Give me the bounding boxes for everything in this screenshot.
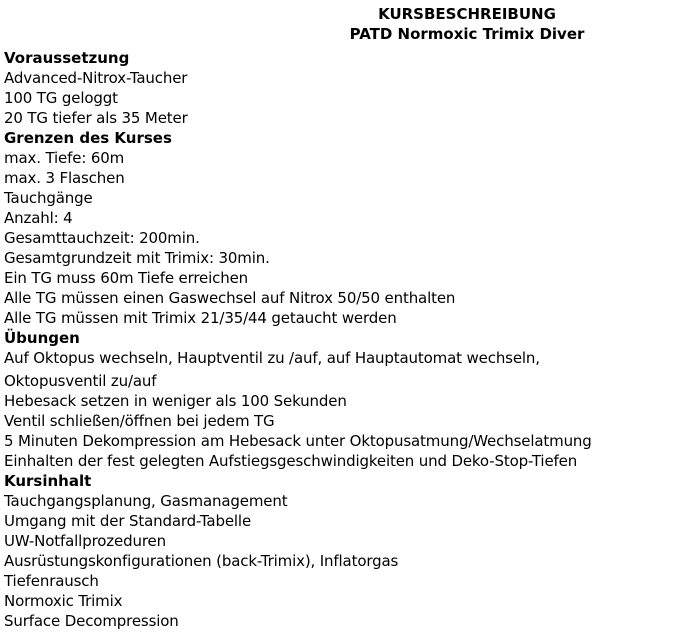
course-name: PATD Normoxic Trimix Diver xyxy=(349,25,585,43)
list-item: Gesamttauchzeit: 200min. xyxy=(4,229,200,247)
section-heading: Kursinhalt xyxy=(4,472,92,490)
section-heading: Übungen xyxy=(4,329,80,347)
section-heading: Voraussetzung xyxy=(4,49,130,67)
list-item: Ein TG muss 60m Tiefe erreichen xyxy=(4,269,249,287)
list-item: 5 Minuten Dekompression am Hebesack unter Oktopusatmung/Wechselatmung xyxy=(4,432,592,450)
list-item: Alle TG müssen einen Gaswechsel auf Nitrox 50/50 enthalten xyxy=(4,289,456,307)
list-item: Alle TG müssen mit Trimix 21/35/44 getaucht werden xyxy=(4,309,397,327)
list-item: Tiefenrausch xyxy=(4,572,99,590)
list-item: Ventil schließen/öffnen bei jedem TG xyxy=(4,412,275,430)
section-heading: Grenzen des Kurses xyxy=(4,129,172,147)
document-header xyxy=(0,4,675,44)
list-item: Surface Decompression xyxy=(4,612,179,630)
list-item: Normoxic Trimix xyxy=(4,592,123,610)
list-item: Hebesack setzen in weniger als 100 Sekunden xyxy=(4,392,347,410)
list-item: max. 3 Flaschen xyxy=(4,169,125,187)
document-title: KURSBESCHREIBUNG xyxy=(378,5,556,23)
list-item: 20 TG tiefer als 35 Meter xyxy=(4,109,188,127)
list-item: UW-Notfallprozeduren xyxy=(4,532,166,550)
list-item: Umgang mit der Standard-Tabelle xyxy=(4,512,252,530)
section-course-limits xyxy=(4,128,672,328)
list-item: 100 TG geloggt xyxy=(4,89,118,107)
list-item: Einhalten der fest gelegten Aufstiegsgeschwindigkeiten und Deko-Stop-Tiefen xyxy=(4,452,578,470)
list-item: Oktopusventil zu/auf xyxy=(4,372,157,390)
course-description xyxy=(4,48,672,631)
list-item: Advanced-Nitrox-Taucher xyxy=(4,69,188,87)
list-item: Anzahl: 4 xyxy=(4,209,73,227)
list-item: Auf Oktopus wechseln, Hauptventil zu /auf, auf Hauptautomat wechseln, xyxy=(4,349,540,367)
list-item: Gesamtgrundzeit mit Trimix: 30min. xyxy=(4,249,270,267)
list-item: Tauchgänge xyxy=(4,189,93,207)
section-exercises xyxy=(4,328,672,471)
list-item: Tauchgangsplanung, Gasmanagement xyxy=(4,492,288,510)
section-prerequisites xyxy=(4,48,672,128)
list-item: Ausrüstungskonfigurationen (back-Trimix), Inflatorgas xyxy=(4,552,399,570)
section-course-content xyxy=(4,471,672,631)
list-item: max. Tiefe: 60m xyxy=(4,149,125,167)
